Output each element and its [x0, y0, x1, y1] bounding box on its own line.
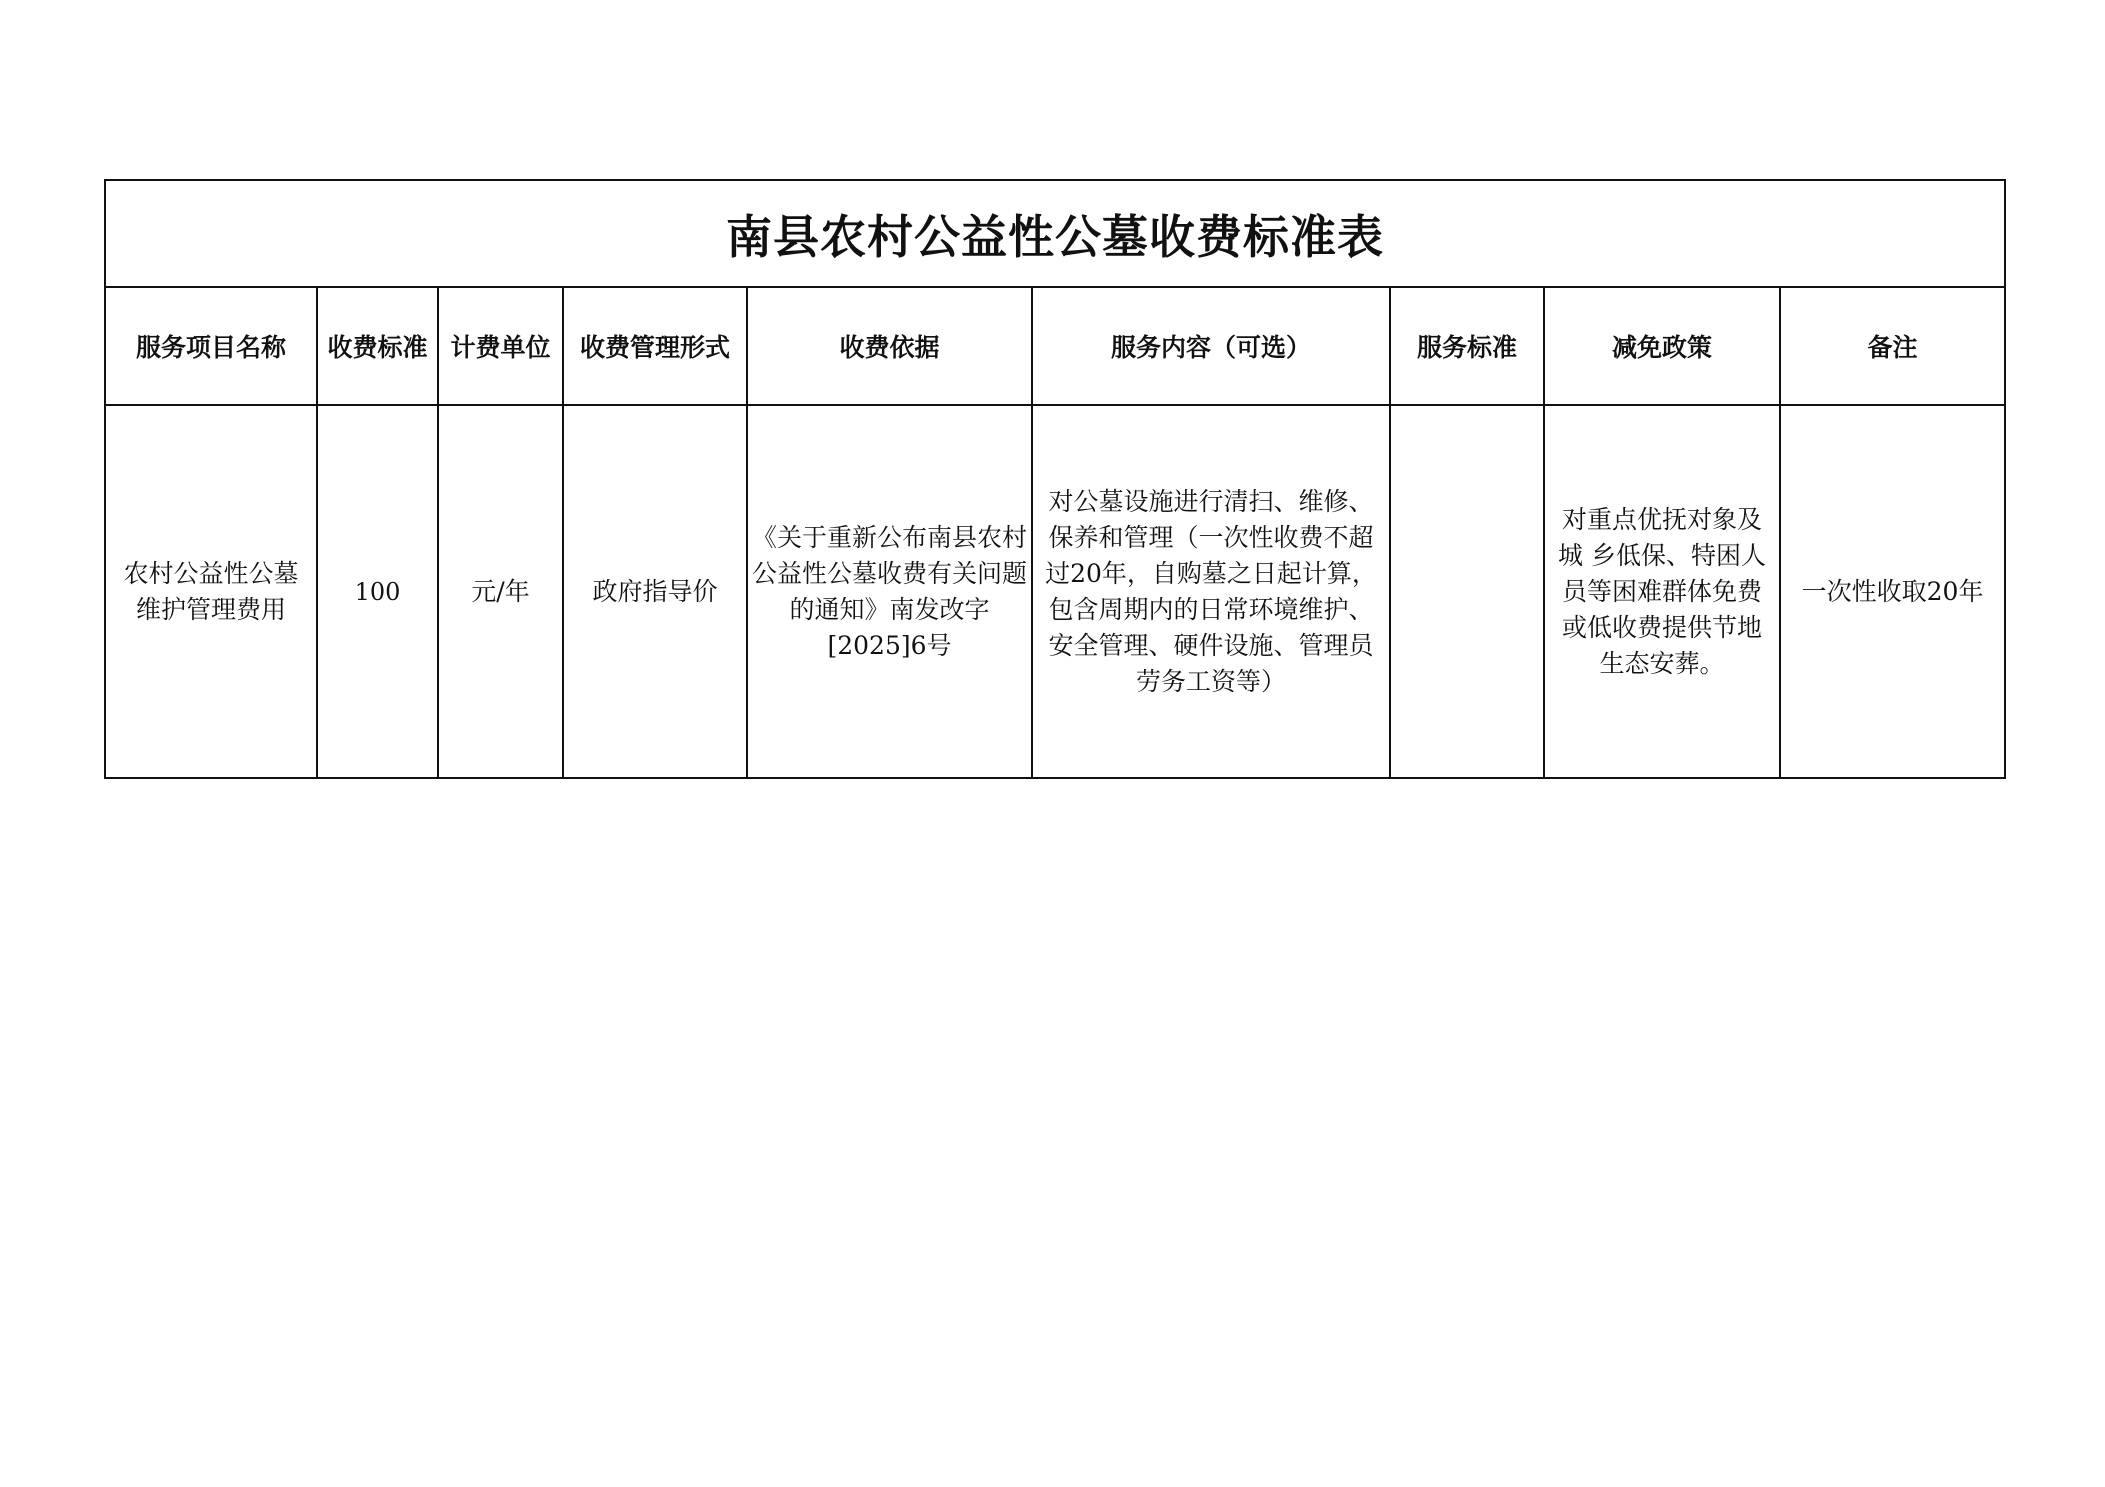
basis-text: 《关于重新公布南县农村公益性公墓收费有关问题的通知》南发改字[2025]6号 [752, 522, 1028, 660]
cell-relief-policy [1544, 405, 1780, 778]
cell-service-content [1032, 405, 1390, 778]
header-basis: 收费依据 [747, 287, 1032, 405]
fee-standard-sheet [104, 179, 2004, 779]
cell-service-standard [1390, 405, 1544, 778]
header-remarks: 备注 [1780, 287, 2005, 405]
header-management-form: 收费管理形式 [563, 287, 747, 405]
header-billing-unit: 计费单位 [438, 287, 563, 405]
remarks-text: 一次性收取20年 [1801, 576, 1984, 606]
billing-unit-text: 元/年 [471, 576, 530, 606]
cell-fee-standard [317, 405, 438, 778]
header-row [105, 287, 2005, 405]
header-fee-standard: 收费标准 [317, 287, 438, 405]
management-form-text: 政府指导价 [592, 576, 718, 606]
service-name-text: 农村公益性公墓维护管理费用 [123, 558, 299, 624]
fee-standard-text: 100 [354, 577, 401, 606]
relief-policy-text: 对重点优抚对象及城 乡低保、特困人员等困难群体免费或低收费提供节地生态安葬。 [1558, 504, 1766, 678]
table-title: 南县农村公益性公墓收费标准表 [105, 180, 2005, 287]
fee-standard-table [104, 179, 2006, 779]
cell-service-name [105, 405, 317, 778]
cell-remarks [1780, 405, 2005, 778]
cell-basis [747, 405, 1032, 778]
cell-billing-unit [438, 405, 563, 778]
header-service-standard: 服务标准 [1390, 287, 1544, 405]
header-service-content: 服务内容（可选） [1032, 287, 1390, 405]
header-relief-policy: 减免政策 [1544, 287, 1780, 405]
cell-management-form [563, 405, 747, 778]
table-row [105, 405, 2005, 778]
service-content-text: 对公墓设施进行清扫、维修、保养和管理（一次性收费不超过20年，自购墓之日起计算，包含周期内的日常环境维护、安全管理、硬件设施、管理员劳务工资等） [1045, 486, 1377, 696]
title-row [105, 180, 2005, 287]
header-service-name: 服务项目名称 [105, 287, 317, 405]
